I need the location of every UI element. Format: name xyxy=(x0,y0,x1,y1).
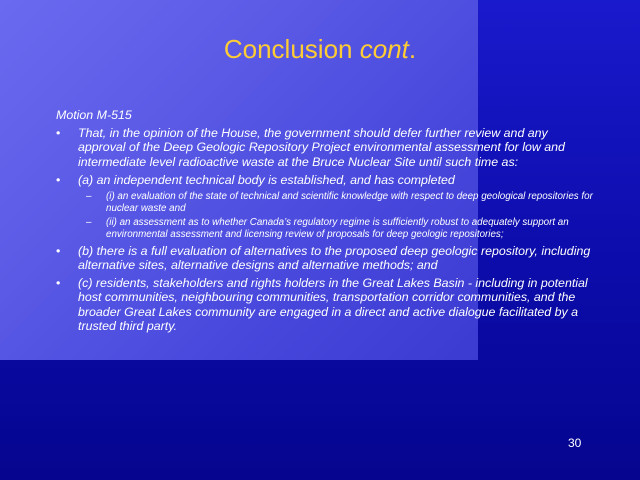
slide-title xyxy=(0,34,640,65)
bullet-text: (c) residents, stakeholders and rights holders in the Great Lakes Basin - including in potential host communities, neighbouring communities, transportation corridor communities, and the broader Great Lakes community are engaged in a direct and active dialogue facilitated by a trusted third party. xyxy=(78,276,588,334)
sub-bullet-item xyxy=(56,191,596,214)
sub-bullet-text: (i) an evaluation of the state of technical and scientific knowledge with respect to deep geological repositories for nuclear waste and xyxy=(106,191,593,214)
bullet-item xyxy=(56,276,596,333)
bullet-text: That, in the opinion of the House, the government should defer further review and any approval of the Deep Geologic Repository Project environmental assessment for low and intermediate level radioactive waste at the Bruce Nuclear Site until such time as: xyxy=(78,126,565,169)
title-emphasis: cont xyxy=(359,34,409,64)
page-number: 30 xyxy=(568,436,582,450)
title-period: . xyxy=(408,34,417,64)
bullet-marker: • xyxy=(56,276,61,291)
sub-bullet-item xyxy=(56,217,596,240)
bullet-item xyxy=(56,244,596,273)
sub-bullet-text: (ii) an assessment as to whether Canada’s regulatory regime is sufficiently robust to adequately support an environmental assessment and licensing review of proposals for deep geologic repositories; xyxy=(106,217,569,240)
motion-label: Motion M-515 xyxy=(56,108,132,122)
bullet-marker: • xyxy=(56,126,61,140)
bullet-text: (b) there is a full evaluation of alternatives to the proposed deep geologic repository, including alternative sites, alternative designs and alternative methods; and xyxy=(78,243,591,272)
sub-bullet-marker: – xyxy=(86,217,92,229)
bullet-marker: • xyxy=(56,243,61,258)
slide-body xyxy=(56,108,596,337)
sub-bullet-marker: – xyxy=(86,191,92,203)
bullet-marker: • xyxy=(56,172,61,187)
bullet-item xyxy=(56,173,596,187)
title-main: Conclusion xyxy=(223,34,353,64)
bullet-text: (a) an independent technical body is established, and has completed xyxy=(78,172,455,187)
bullet-item xyxy=(56,126,596,169)
